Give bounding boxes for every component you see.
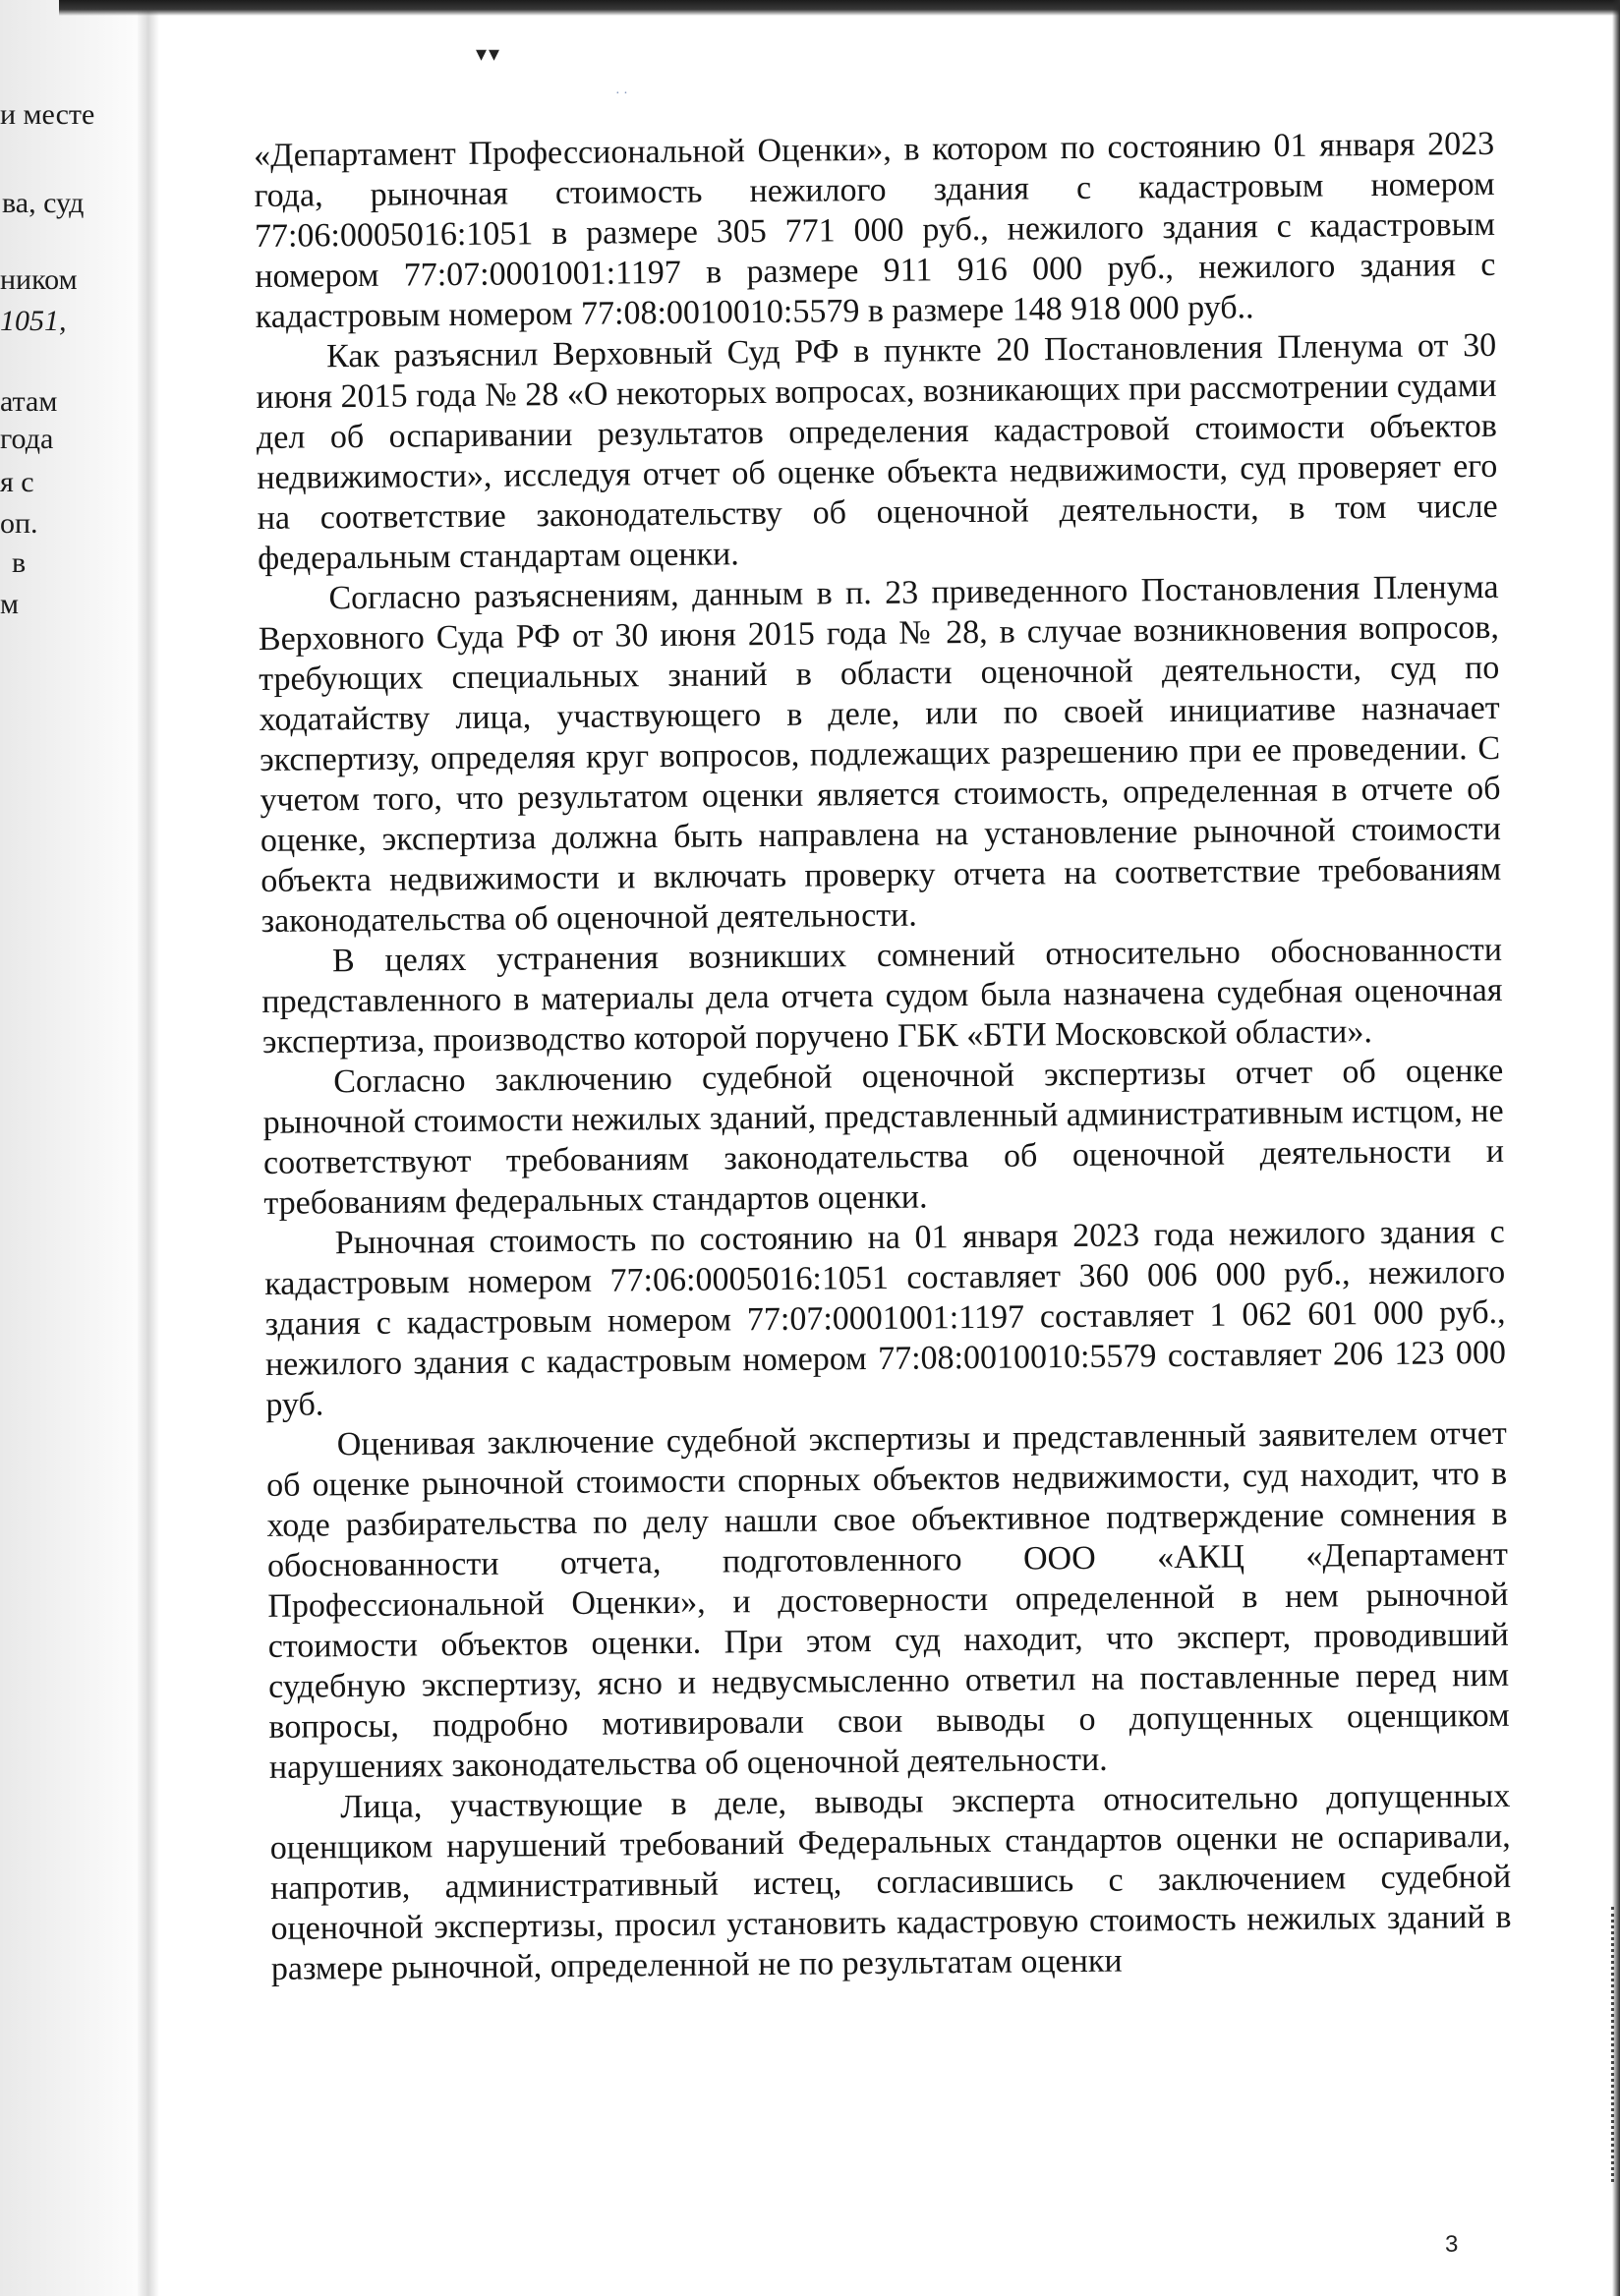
page-fold [138,0,159,2296]
scan-edge-top [59,0,1620,16]
paragraph: Согласно заключению судебной оценочной экспертизы отчет об оценке рыночной стоимости нежилых зданий, представленный административным истцом, не соответствуют требованиям законодательства об оценочной деятельности и требованиям федеральных стандартов оценки. [262,1052,1505,1222]
paragraph: «Департамент Профессиональной Оценки», в котором по состоянию 01 января 2023 года, рыночная стоимость нежилого здания с кадастровым номером 77:06:0005016:1051 в размере 305 771 000 руб., нежилого здания с кадастровым номером 77:07:0001001:1197 в размере 911 916 000 руб., нежилого здания с кадастровым номером 77:08:0010010:5579 в размере 148 918 000 руб.. [254,125,1496,335]
document-body [254,124,1512,1989]
scan-edge-dots [1605,1907,1614,2182]
prev-page-line: м [0,588,19,620]
prev-page-line: и месте [0,98,95,131]
prev-page-line: ва, суд [2,187,85,219]
paragraph: В целях устранения возникших сомнений относительно обоснованности представленного в материалы дела отчета судом была назначена судебная оценочная экспертиза, производство которой поручено ГБК «БТИ Московской области». [261,931,1503,1061]
page-number: 3 [1445,2231,1459,2258]
prev-page-line: оп. [0,507,38,540]
prev-page-line: ником [0,263,78,296]
paragraph: Согласно разъяснениям, данным в п. 23 приведенного Постановления Пленума Верховного Суда РФ от 30 июня 2015 года № 28, в случае возникновения вопросов, требующих специальных знаний в области оценочной деятельности, суд по ходатайству лица, участвующего в деле, или по своей инициативе назначает экспертизу, определяя круг вопросов, подлежащих разрешению при ее проведении. С учетом того, что результатом оценки является стоимость, определенная в отчете об оценке, экспертиза должна быть направлена на установление рыночной стоимости объекта недвижимости и включать проверку отчета на соответствие требованиям законодательства об оценочной деятельности. [258,568,1502,940]
prev-page-line: года [0,423,54,455]
prev-page-line: атам [0,385,58,418]
prev-page-line: в [12,546,27,579]
paragraph: Лица, участвующие в деле, выводы эксперта относительно допущенных оценщиком нарушений требований Федеральных стандартов оценки не оспаривали, напротив, административный истец, согласившись с заключением судебной оценочной экспертизы, просил установить кадастровую стоимость нежилых зданий в размере рыночной, определенной не по результатам оценки [269,1777,1512,1987]
prev-page-line: 1051, [0,305,67,337]
scan-speck-mark: · · [615,86,628,101]
scan-speck-mark: ▾▾ [476,41,502,66]
paragraph: Как разъяснил Верховный Суд РФ в пункте 20 Постановления Пленума от 30 июня 2015 года № 28 «О некоторых вопросах, возникающих при рассмотрении судами дел об оспаривании результатов определения кадастровой стоимости объектов недвижимости», исследуя отчет об оценке объекта недвижимости, суд проверяет его на соответствие законодательству об оценочной деятельности, в том числе федеральным стандартам оценки. [256,326,1498,577]
paragraph: Оценивая заключение судебной экспертизы и представленный заявителем отчет об оценке рыночной стоимости спорных объектов недвижимости, суд находит, что в ходе разбирательства по делу нашли свое объективное подтверждение сомнения в обоснованности отчета, подготовленного ООО «АКЦ «Департамент Профессиональной Оценки», и достоверности определенной в нем рыночной стоимости объектов оценки. При этом суд находит, что эксперт, проводивший судебную экспертизу, ясно и недвусмысленно ответил на поставленные перед ним вопросы, подробно мотивировали свои выводы о допущенных оценщиком нарушениях законодательства об оценочной деятельности. [266,1414,1510,1786]
previous-page-shadow [0,0,157,2296]
paragraph: Рыночная стоимость по состоянию на 01 января 2023 года нежилого здания с кадастровым номером 77:06:0005016:1051 составляет 360 006 000 руб., нежилого здания с кадастровым номером 77:07:0001001:1197 составляет 1 062 601 000 руб., нежилого здания с кадастровым номером 77:08:0010010:5579 составляет 206 123 000 руб. [264,1213,1507,1423]
prev-page-line: я с [0,466,34,498]
